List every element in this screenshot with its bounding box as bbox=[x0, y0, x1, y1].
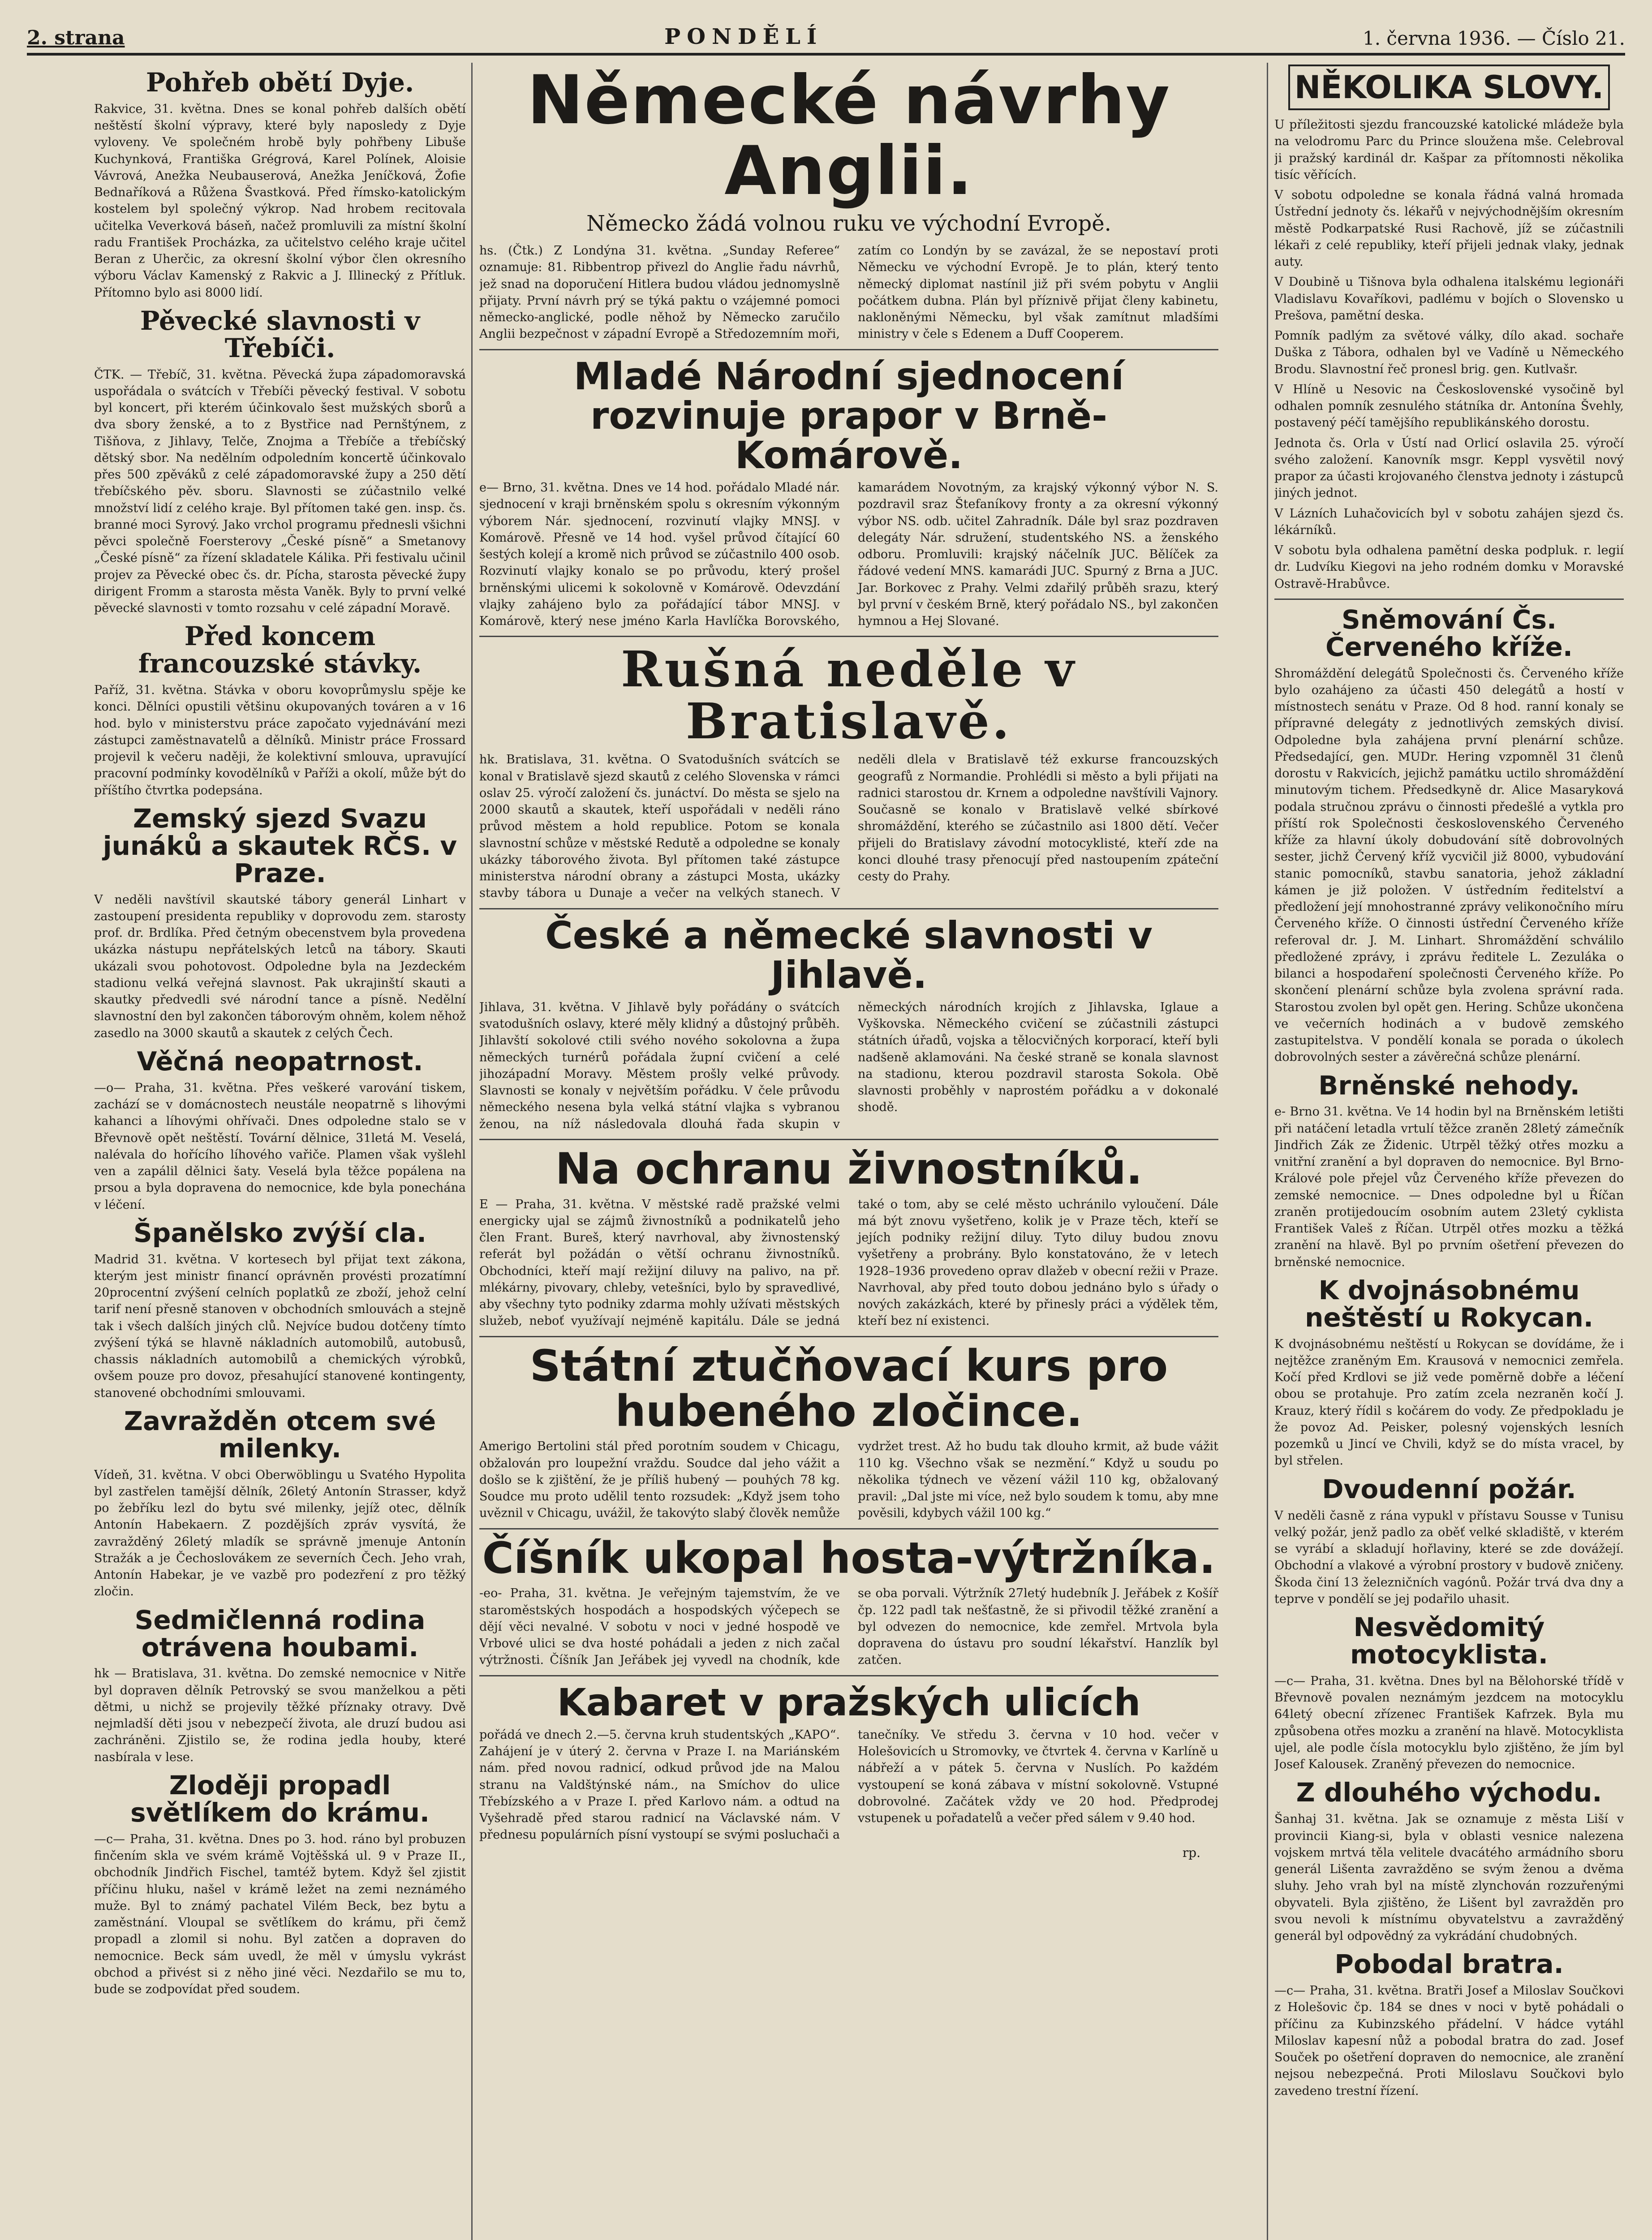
masthead-day: PONDĚLÍ bbox=[664, 24, 823, 49]
article-title: Španělsko zvýší cla. bbox=[133, 1217, 426, 1248]
divider bbox=[479, 636, 1218, 637]
article-text: Šanhaj 31. května. Jak se oznamuje z města Liší v provincii Kiang-si, byla v oblasti vesnice nalezena vojskem mrtvá těla velitele dvacátého armádního sboru generál Lišenta zavražděno se svým ženou a dvěma sluhy. Jeho vrah byl na místě zlynchován rozzuřenými obyvateli. Byla zjištěno, že Lišent byl zavražděn pro svou nevoli k místnímu obyvatelstvu a zavražděný generál byl odpovědný za vykrádání chudobných. bbox=[1274, 1812, 1624, 1943]
article-text: pořádá ve dnech 2.—5. června kruh studentských „KAPO“. Zahájení je v úterý 2. června v Praze I. na Mariánském nám. před novou radnicí, odkud průvod jde na Malou stranu na Valdštýnské nám., na Smíchov do ulice Třebízského a v Praze I. před Karlovo nám. a odtud na Vyšehradě před starou radnicí na Václavské nám. V přednesu populárních písní vystoupí se svými posluchači a tanečníky. Ve středu 3. června v 10 hod. večer v Holešovicích u Stromovky, ve čtvrtek 4. června v Karlíně u nábřeží a v pátek 5. června v Nuslích. Po každém vystoupení se koná zábava v místní sokolovně. Vstupné dobrovolné. Začátek vždy ve 20 hod. Předprodej vstupenek u pořadatelů a večer před sálem v 9.40 hod. bbox=[479, 1727, 1218, 1842]
article-title: Zavražděn otcem své milenky. bbox=[124, 1405, 436, 1464]
article-text: V neděli navštívil skautské tábory generál Linhart v zastoupení presidenta republiky v doprovodu zem. starosty prof. dr. Brdlíka. Před četným obecenstvem byla provedena ukázka nástupu nepřátelských letců na tábory. Skauti ukázali svou pohotovost. Odpoledne byla na Jezdeckém stadionu velká veřejná slavnost. Pak ukrajinští skauti a skautky předvedli své národní tance a písně. Nedělní slavnostní den byl zakončen táborovým ohněm, kolem něhož zasedlo na 3000 skautů a skautek z celých Čech. bbox=[94, 892, 466, 1040]
article-title: Zemský sjezd Svazu junáků a skautek RČS. v Praze. bbox=[103, 803, 457, 888]
article bbox=[479, 1340, 1218, 1522]
article-title: Zloději propadl světlíkem do krámu. bbox=[130, 1770, 430, 1828]
article-text: e— Brno, 31. května. Dnes ve 14 hod. pořádalo Mladé nár. sjednocení v kraji brněnském spolu s okresním výkonným výborem Nár. sjednocení, rozvinutí vlajky MNSJ. v Komárově. Přesně ve 14 hod. vyšel průvod čítající 60 šestých kolejí a kromě nich průvod se zúčastnilo 400 osob. Rozvinutí vlajky konalo se po průvodu, který prošel brněnskými ulicemi k sokolovně v Komárově. Odevzdání vlajky zahájeno bylo za pořádající tábor MNSJ. v Komárově, který nese jméno Karla Havlíčka Borovského, kamarádem Novotným, za krajský výkonný výbor N. S. pozdravil sraz Štefaníkovy fronty a za okresní výkonný výbor NS. odb. učitel Zahradník. Dále byl sraz pozdraven delegáty Nár. sdružení, studentského NS. a ženského odboru. Promluvili: krajský náčelník JUC. Bělíček za řádové vedení MNS. kamarádi JUC. Spurný z Brna a JUC. Jar. Borkovec z Prahy. Velmi zdařilý průběh srazu, který byl první v českém Brně, který pořádalo NS., byl zakončen hymnou a Hej Slované. bbox=[479, 481, 1218, 629]
column-divider bbox=[471, 63, 473, 2240]
article-title: Rušná neděle v Bratislavě. bbox=[621, 640, 1077, 750]
column-divider bbox=[1267, 63, 1268, 2240]
article-text: hk. Bratislava, 31. května. O Svatodušních svátcích se konal v Bratislavě sjezd skautů z celého Slovenska v rámci oslav 25. výročí založení čs. junáctví. Do města se sjelo na 2000 skautů a skautek, kteří uspořádali v neděli ráno průvod městem a hold republice. Potom se konala slavnostní schůze v městské Redutě a odpoledne se konaly ukázky táborového života. Byl přítomen také zástupce ministerstva národní obrany a zástupci Mosta, ukázky stavby tábora u Dunaje a večer na velkých stanech. V neděli dlela v Bratislavě též exkurse francouzských geografů z Normandie. Prohlédli si město a byli přijati na radnici starostou dr. Krnem a odpoledne navštívili Vajnory. Současně se konalo v Bratislavě velké sbírkové shromáždění, kterého se zúčastnilo asi 1800 dětí. Večer přijeli do Bratislavy závodní motocyklisté, kteří zde na konci dlouhé trasy přenocují před nastoupením zpáteční cesty do Prahy. bbox=[479, 753, 1218, 900]
article-title: Mladé Národní sjednocení rozvinuje prapor v Brně-Komárově. bbox=[573, 354, 1124, 477]
article-text: Amerigo Bertolini stál před porotním soudem v Chicagu, obžalován pro loupežní vraždu. Soudce dal jeho vážit a došlo se k zjištění, že je příliš hubený — pouhých 78 kg. Soudce mu proto udělil tento rozsudek: „Když jsem toho uvěznil v Chicagu, uvážil, že takovýto slabý člověk nemůže vydržet trest. Až ho budu tak dlouho krmit, až bude vážit 110 kg. Všechno však se nezmění.“ Když u soudu po několika týdnech ve vězení vážil 110 kg, obžalovaný pravil: „Dal jste mi více, než bylo soudem k tomu, aby mne pověsili, kdybych vážil 100 kg.“ bbox=[479, 1439, 1218, 1521]
article-text: hs. (Čtk.) Z Londýna 31. května. „Sunday Referee“ oznamuje: 81. Ribbentrop přivezl do Anglie řadu návrhů, jež snad na doporučení Hitlera budou vládou jednomyslně přijaty. První návrh prý se týká paktu o vzájemné pomoci německo-anglické, podle něhož by Německo zaručilo Anglii bezpečnost v západní Evropě a Středozemním moři, zatím co Londýn by se zavázal, že se nepostaví proti Německu ve východní Evropě. Je to plán, který tento německý diplomat nastínil již při svém pobytu v Anglii počátkem dubna. Plán byl příznivě přijat členy kabinetu, nakloněnými Německu, byl však zamítnut mladšími ministry v čele s Edenem a Duff Cooperem. bbox=[479, 244, 1218, 341]
article-title: K dvojnásobnému neštěstí u Rokycan. bbox=[1305, 1275, 1593, 1333]
divider bbox=[479, 349, 1218, 350]
article-title: Pobodal bratra. bbox=[1334, 1949, 1564, 1980]
article-title: Sedmičlenná rodina otrávena houbami. bbox=[134, 1604, 426, 1663]
article-text: —c— Praha, 31. května. Dnes po 3. hod. ráno byl probuzen finčením skla ve svém krámě Vojtěšská ul. 9 v Praze II., obchodník Jindřich Fischel, tamtéž bytem. Když šel zjistit příčinu hluku, našel v krámě ležet na zemi neznámého muže. Byl to známý pachatel Vilém Beck, bez bytu a zaměstnání. Vloupal se světlíkem do krámu, při čemž propadl a zlomil si nohu. Byl zatčen a dopraven do nemocnice. Beck sám uvedl, že měl v úmyslu vykrást obchod a přivést si z něho jiné věci. Nezdařilo se mu to, bude se zodpovídat před soudem. bbox=[94, 1832, 466, 1996]
article-text: Shromáždění delegátů Společnosti čs. Červeného kříže bylo ozahájeno za účasti 450 delegátů a hostí v místnostech senátu v Praze. Od 8 hod. ranní konaly se přípravné delegáty z jednotlivých zemských divisí. Odpoledne byla zahájena první plenární schůze. Předsedající, gen. MUDr. Hering vzpomněl 31 členů dorostu v Rakvicích, jejichž památku uctilo shromáždění minutovým tichem. Předsedkyně dr. Alice Masaryková podala stručnou zprávu o činnosti předešlé a vytkla pro příští rok Společnosti československého Červeného kříže za hlavní úkoly dobudování sítě dobrovolných sester, jichž Červený kříž vycvičil již 8000, vybudování stanic pomocníků, stavbu sanatoria, jehož základní kámen je již položen. V ústředním ředitelství a předložení její mnohostranné zprávy velikonočního míru Červeného kříže. O činnosti ústřední Červeného kříže referoval dr. J. M. Linhart. Shromáždění schválilo předložené zprávy, i zprávu ředitele L. Zezuláka o bilanci a hospodaření společnosti Červeného kříže. Po skončení plenární schůze byla zvolena správní rada. Starostou zvolen byl opět gen. Hering. Schůze ukončena ve večerních hodinách a v budově zemského zastupitelstva. V pondělí konala se porada o úkolech dobrovolných sester a závěrečná schůze plenární. bbox=[1274, 666, 1624, 1064]
lead-article bbox=[479, 65, 1218, 343]
article-text: —c— Praha, 31. května. Bratři Josef a Miloslav Součkovi z Holešovic čp. 184 se dnes v noci v bytě pohádali o příčinu za Kubinzského přádelní. V hádce vytáhl Miloslav kapesní nůž a pobodal bratra do zad. Josef Souček po ošetření dopraven do nemocnice, ale zranění nejsou nebezpečná. Proti Miloslavu Součkovi bylo zavedeno trestní řízení. bbox=[1274, 1984, 1624, 2098]
article bbox=[1274, 1779, 1624, 1944]
article-title: Před koncem francouzské stávky. bbox=[138, 621, 422, 679]
divider bbox=[479, 908, 1218, 909]
article bbox=[479, 1143, 1218, 1330]
short-news-item: Jednota čs. Orla v Ústí nad Orlicí oslavila 25. výročí svého založení. Kanovník msgr. Keppl vysvětil nový prapor za účasti krojovaného členstva jednoty i zástupců jiných jednot. bbox=[1274, 436, 1624, 500]
divider bbox=[479, 1336, 1218, 1337]
article bbox=[94, 307, 466, 617]
short-news-item: U příležitosti sjezdu francouzské katolické mládeže byla na velodromu Parc du Prince sloužena mše. Celebroval ji pražský kardinál dr. Kašpar za přítomnosti několika tisíc věřících. bbox=[1274, 118, 1624, 182]
divider bbox=[479, 1528, 1218, 1529]
center-column bbox=[479, 63, 1218, 2240]
article-signature: rp. bbox=[1182, 1845, 1200, 1860]
article-title: České a německé slavnosti v Jihlavě. bbox=[545, 913, 1153, 997]
article-title: Číšník ukopal hosta-výtržníka. bbox=[482, 1533, 1216, 1583]
article-text: —o— Praha, 31. května. Přes veškeré varování tiskem, zachází se v domácnostech neustále neopatrně s lihovými kahanci a líhovými ohřívači. Dnes odpoledne stalo se v Břevnově opět neštěstí. Tovární dělnice, 31letá M. Veselá, nalévala do hořícího líhového vařiče. Plamen však vyšlehl ven a zapálil dělnici šaty. Veselá byla těžce popálena na prsou a byla dopravena do nemocnice, kde byla ponechána v léčení. bbox=[94, 1081, 466, 1212]
article-text: Madrid 31. května. V kortesech byl přijat text zákona, kterým jest ministr financí oprávněn provésti prozatímní 20procentní zvýšení celních poplatků ze zboží, jehož celní tarif není přesně stanoven v obchodních smlouvách a stejně tak i všech dalších jiných clů. Nejvíce budou dotčeny tímto zvýšení týká se hlavně nákladních automobilů, autobusů, chassis nákladních automobilů a chemických výrobků, ovšem pouze pro dovoz, přesahující stanovené kontingenty, stanovené obchodními smlouvami. bbox=[94, 1252, 466, 1400]
short-news-item: Pomník padlým za světové války, dílo akad. sochaře Duška z Tábora, odhalen byl ve Vadíně u Německého Brodu. Slavnostní řeč pronesl brig. gen. Kutlvašr. bbox=[1274, 329, 1624, 376]
page-number: 2. strana bbox=[27, 26, 125, 49]
article bbox=[479, 1680, 1218, 1860]
article bbox=[94, 623, 466, 799]
article-title: Sněmování Čs. Červeného kříže. bbox=[1325, 604, 1573, 662]
short-news-item: V Hlíně u Nesovic na Československé vysočině byl odhalen pomník zesnulého státníka dr. Antonína Švehly, postavený péčí tamějšího republikánského dorostu. bbox=[1274, 382, 1624, 430]
article bbox=[94, 1219, 466, 1401]
article-title: Pěvecké slavnosti v Třebíči. bbox=[140, 305, 420, 363]
article-text: Vídeň, 31. května. V obci Oberwöblingu u Svatého Hypolita byl zastřelen tamější dělník, 26letý Antonín Strasser, když po žebříku lezl do bytu své milenky, jejíž otec, dělník Antonín Habekaern. Z pozdějších zpráv vysvítá, že zavražděný 26letý mladík se správně jmenuje Antonín Stražák a je Čechoslovákem ze severních Čech. Jeho vrah, Antonín Habekar, je ve vazbě pro podezření z pro těžký zločin. bbox=[94, 1468, 466, 1599]
article-title: Pohřeb obětí Dyje. bbox=[146, 67, 414, 98]
article bbox=[479, 640, 1218, 901]
article bbox=[1274, 1072, 1624, 1271]
short-news-item: V Lázních Luhačovicích byl v sobotu zahájen sjezd čs. lékárníků. bbox=[1274, 506, 1624, 537]
article bbox=[479, 913, 1218, 1133]
article-title: Dvoudenní požár. bbox=[1322, 1473, 1576, 1504]
article bbox=[1274, 1951, 1624, 2099]
divider bbox=[479, 1675, 1218, 1676]
article bbox=[94, 1604, 466, 1766]
right-column bbox=[1274, 63, 1624, 2240]
article-text: E — Praha, 31. května. V městské radě pražské velmi energicky ujal se zájmů živnostníků a podnikatelů jeho člen Frant. Bureš, který navrhoval, aby živnostenský referát byl požádán o větší ochranu živnostníků. Obchodníci, kteří mají režijní diluvy na palivo, na př. mlékárny, pivovary, chleby, vetešníci, bylo by spravedlivé, aby všechny tyto podniky zdarma mohly užívati městských služeb, neboť využívají nejméně kapitálu. Dále se jedná také o tom, aby se celé město uchránilo vyloučení. Dále má být znovu vyšetřeno, kolik je v Praze těch, kteří se jejích podniky režijní diluy. Tyto diluy budou znovu vyšetřeny a probrány. Bylo konstatováno, že v letech 1928–1936 provedeno oprav dlažeb v obecní režii v Praze. Navrhoval, aby před touto dobou jednáno bylo s úřady o nových zakázkách, které by přinesly práci a výdělek těm, kteří bez ní existenci. bbox=[479, 1197, 1218, 1328]
short-news-header bbox=[1274, 65, 1624, 110]
article-title: Věčná neopatrnost. bbox=[137, 1046, 423, 1077]
article-text: K dvojnásobnému neštěstí u Rokycan se dovídáme, že i nejtěžce zraněným Em. Krausová v nemocnici zemřela. Kočí před Krdlovi se již vede poměrně dobře a léčení obou se protahuje. Pro zatím zcela nezraněn kočí J. Krauz, který řídil s kočárem do vody. Ze předpokladu je že povoz Ad. Peisker, polesný vojenských lesních pozemků u Jincí ve Chvili, když se do místa vracel, by byl střelen. bbox=[1274, 1337, 1624, 1468]
article bbox=[479, 354, 1218, 630]
article-title: Kabaret v pražských ulicích bbox=[557, 1680, 1141, 1724]
article-text: —c— Praha, 31. května. Dnes byl na Bělohorské třídě v Břevnově povalen neznámým jezdcem na motocyklu 64letý obecní zřízenec František Kafrzek. Byla mu způsobena otřes mozku a zranění na hlavě. Motocyklista ujel, ale podle čísla motocyklu bylo zjištěno, že jím byl Josef Kalousek. Zraněný převezen do nemocnice. bbox=[1274, 1674, 1624, 1772]
masthead bbox=[27, 9, 1625, 56]
article bbox=[94, 1405, 466, 1600]
article bbox=[1274, 1473, 1624, 1607]
short-news-item: V sobotu odpoledne se konala řádná valná hromada Ústřední jednoty čs. lékařů v nejvýchodnějším okresním městě Podkarpatské Rusi Rachově, jíž se zúčastnili lékaři z celé republiky, kteří přijeli jednak vlaky, jednak auty. bbox=[1274, 188, 1624, 269]
section-title: NĚKOLIKA SLOVY. bbox=[1288, 65, 1610, 110]
article-text: Jihlava, 31. května. V Jihlavě byly pořádány o svátcích svatodušních oslavy, které měly klidný a důstojný průběh. Jihlavští sokolové ctili svého nového sokolovna a župa německých turnérů pořádala župní cvičení a celé jihozápadní Moravy. Městem prošly velké průvody. Slavnosti se konaly v největším pořádku. V čele průvodu německého nesena byla velká státní vlajka s vybranou ženou, na níž následovala dlouhá řada skupin v německých národních krojích z Jihlavska, Iglaue a Vyškovska. Německého cvičení se zúčastnili zástupci státních úřadů, vojska a tělocvičných korporací, kteří byli nadšeně aklamováni. Na české straně se konala slavnost na stadionu, kterou pozdravil starosta Sokola. Obě slavnosti proběhly v naprostém pořádku a v dokonalé shodě. bbox=[479, 1000, 1218, 1131]
article bbox=[479, 1533, 1218, 1669]
article-text: e- Brno 31. května. Ve 14 hodin byl na Brněnském letišti při natáčení letadla vrtulí těžce zraněn 28letý zámečník Jindřich Zák ze Židenic. Utrpěl těžký otřes mozku a vnitřní zranění a byl dopraven do nemocnice. Byl Brno-Králové pole přejel vůz Červeného kříže převezen do zemské nemocnice. — Dnes odpoledne byl u Říčan zraněn protijedoucím osobním autem 23letý cyklista František Valeš z Říčan. Utrpěl otřes mozku a těžká zranění na hlavě. Byl po prvním ošetření převezen do brněnské nemocnice. bbox=[1274, 1105, 1624, 1269]
article-title: Brněnské nehody. bbox=[1318, 1070, 1580, 1101]
article bbox=[94, 805, 466, 1042]
article bbox=[1274, 1614, 1624, 1773]
divider bbox=[1274, 599, 1624, 600]
article-title: Z dlouhého východu. bbox=[1296, 1777, 1602, 1808]
short-news-item: V Doubině u Tišnova byla odhalena italskému legionáři Vladislavu Kovaříkovi, padlému v bojích o Slovensko u Prešova, pamětní deska. bbox=[1274, 275, 1624, 323]
article-title: Na ochranu živnostníků. bbox=[555, 1143, 1143, 1194]
article bbox=[1274, 606, 1624, 1066]
left-column bbox=[94, 63, 466, 2240]
short-news-item: V sobotu byla odhalena pamětní deska podpluk. r. legií dr. Ludvíku Kiegovi na jeho rodném domku v Moravské Ostravě-Hrabůvce. bbox=[1274, 543, 1624, 591]
article-title: Státní ztučňovací kurs pro hubeného zločince. bbox=[529, 1340, 1168, 1436]
article bbox=[1274, 1277, 1624, 1469]
article-text: hk — Bratislava, 31. května. Do zemské nemocnice v Nitře byl dopraven dělník Petrovský se svou manželkou a pěti dětmi, u nichž se projevily těžké příznaky otravy. Dvě nejmladší děti jsou v nebezpečí života, ale druzí budou asi zachráněni. Zjistilo se, že rodina jedla houby, které nasbírala v lese. bbox=[94, 1667, 466, 1764]
article bbox=[94, 69, 466, 301]
article-text: V neděli časně z rána vypukl v přístavu Sousse v Tunisu velký požár, jenž padlo za oběť velké skladiště, v kterém se vyrábí a skladují hořlaviny, které se zde dovážejí. Obchodní a vlakové a výrobní prostory v budově zničeny. Škoda činí 13 železničních vagónů. Požár trvá dva dny a teprve v pondělí se jej podařilo uhasit. bbox=[1274, 1508, 1624, 1606]
article-text: ČTK. — Třebíč, 31. května. Pěvecká župa západomoravská uspořádala o svátcích v Třebíči pěvecký festival. V sobotu byl koncert, při kterém účinkovalo šest mužských sborů a dva sbory ženské, a to z Bystřice nad Pernštýnem, z Tišňova, z Jihlavy, Telče, Znojma a Třebíče a třebíčský dětský sbor. Na nedělním odpoledním koncertě účinkovalo přes 500 zpěváků z celé západomoravské župy a 250 dětí třebíčského pěv. sboru. Slavnosti se zúčastnilo velké množství lidí z celého kraje. Byl přítomen také gen. insp. čs. branné moci Syrový. Jako vrchol programu přednesli všichni pěvci společně Foersterovy „České písně“ a Smetanovy „České písně“ za řízení skladatele Kálika. Při festivalu učinil projev za Pěvecké obec čs. dr. Pícha, starosta pěvecké župy dirigent Fromm a starosta města Vaněk. Byly to první velké pěvecké slavnosti v tomto rozsahu v celé západní Moravě. bbox=[94, 367, 466, 616]
article bbox=[94, 1048, 466, 1213]
article-text: Rakvice, 31. května. Dnes se konal pohřeb dalších obětí neštěstí školní výpravy, které byly naposledy z Dyje vyloveny. Ve společném hrobě byly pohřbeny Libuše Kuchynková, Františka Grégrová, Karel Polínek, Aloisie Vávrová, Anežka Neubauserová, Anežka Jeníčková, Žofie Bednaříková a Růžena Švastková. Před římsko-katolickým kostelem byl společný výkrop. Nad hrobem recitovala učitelka Veverková báseň, načež promluvili za místní školní radu František Procházka, za učitelstvo celého kraje učitel Beran z Uherčic, za okresní školní výbor člen okresního výboru Václav Kamenský z Rakvic a J. Illinecký z Přítluk. Přítomno bylo asi 8000 lidí. bbox=[94, 102, 466, 300]
article-text: -eo- Praha, 31. května. Je veřejným tajemstvím, že ve staroměstských hospodách a hospodských výčepech se dějí věci nevalné. V sobotu v noci v jedné hospodě ve Vrbové ulici se dva hosté pohádali a jeden z nich začal výtržnosti. Číšník Jan Jeřábek jej vyvedl na chodník, kde se oba porvali. Výtržník 27letý hudebník J. Jeřábek z Košíř čp. 122 padl tak nešťastně, že si přivodil těžké zranění a byl odvezen do nemocnice, kde zemřel. Mrtvola byla dopravena do ústavu pro soudní lékařství. Hanzlík byl zatčen. bbox=[479, 1586, 1218, 1667]
lead-subheadline: Německo žádá volnou ruku ve východní Evropě. bbox=[586, 211, 1111, 236]
masthead-date: 1. června 1936. — Číslo 21. bbox=[1363, 27, 1625, 49]
article bbox=[94, 1772, 466, 1998]
divider bbox=[479, 1139, 1218, 1140]
lead-headline: Německé návrhy Anglii. bbox=[527, 63, 1171, 210]
article-text: Paříž, 31. května. Stávka v oboru kovoprůmyslu spěje ke konci. Dělníci opustili většinu okupovaných továren a v 16 hod. bylo v ministerstvu práce započato vyjednávání mezi zástupci zaměstnavatelů a dělníků. Ministr práce Frossard projevil k večeru naději, že kolektivní smlouva, upravující pracovní podmínky kovodělníků v Paříži a okolí, může být do příštího čtvrtka podepsána. bbox=[94, 683, 466, 797]
article-title: Nesvědomitý motocyklista. bbox=[1350, 1612, 1548, 1670]
